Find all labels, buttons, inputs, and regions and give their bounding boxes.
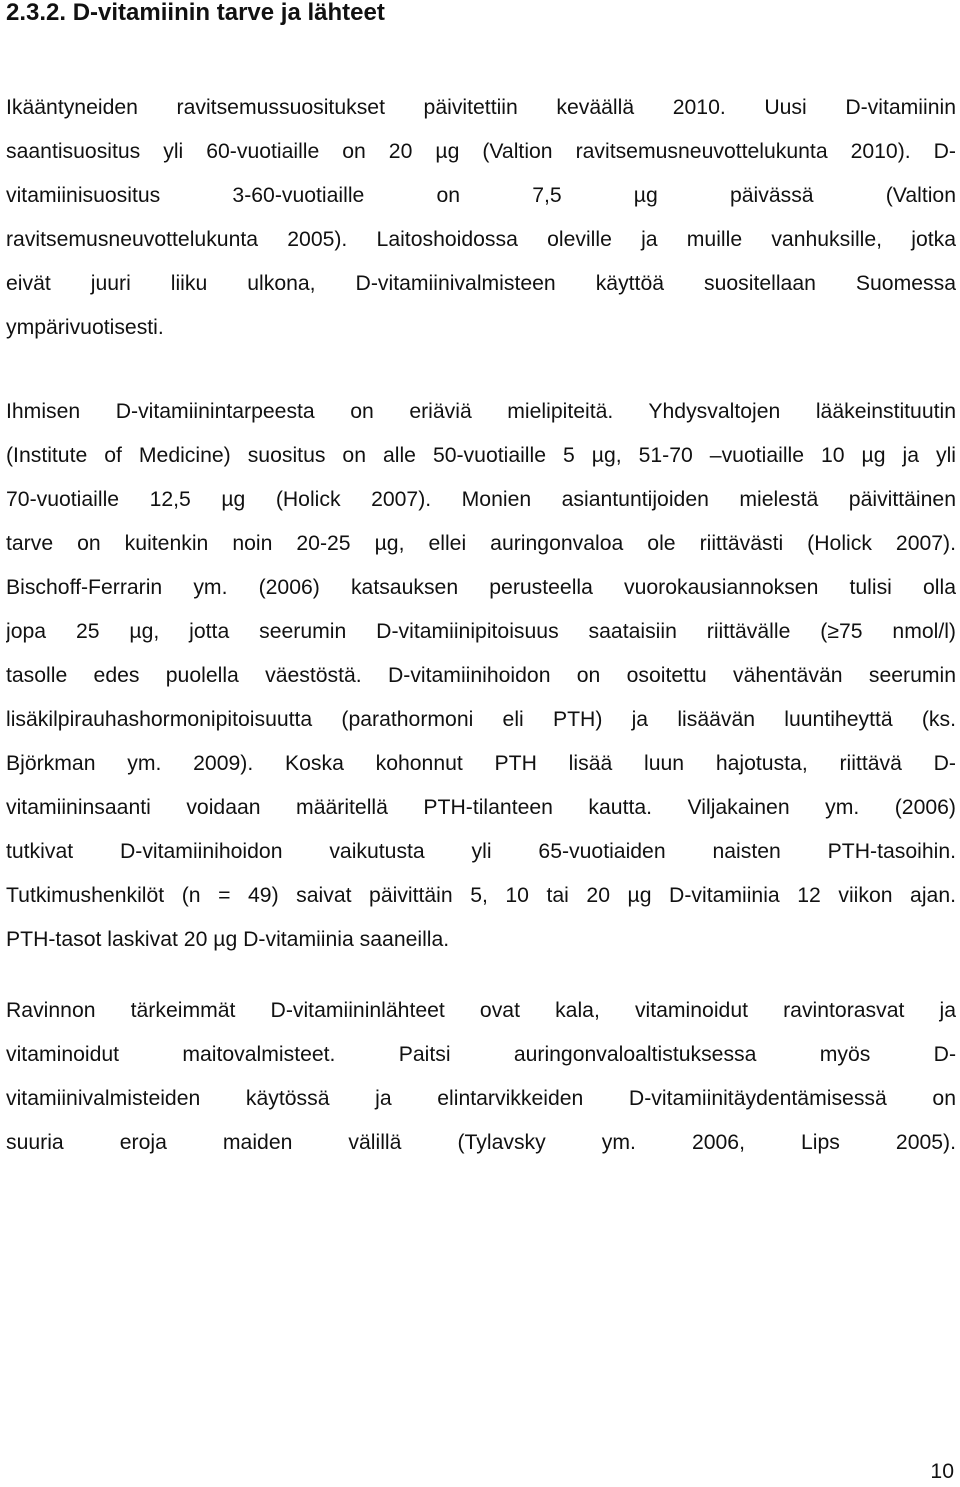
text-line: Ravinnon tärkeimmät D-vitamiininlähteet ovat kala, vitaminoidut ravintorasvat ja xyxy=(6,999,956,1022)
text-line: ympärivuotisesti. xyxy=(6,316,164,339)
text-line: (Institute of Medicine) suositus on alle 50-vuotiaille 5 µg, 51-70 –vuotiaille 10 µg ja yli xyxy=(6,444,956,467)
paragraph-recommendations xyxy=(6,86,956,350)
page-number: 10 xyxy=(930,1460,954,1483)
text-line: tutkivat D-vitamiinihoidon vaikutusta yli 65-vuotiaiden naisten PTH-tasoihin. xyxy=(6,840,956,863)
text-line: tasolle edes puolella väestöstä. D-vitamiinihoidon on osoitettu vähentävän seerumin xyxy=(6,664,956,687)
text-line: Tutkimushenkilöt (n = 49) saivat päivittäin 5, 10 tai 20 µg D-vitamiinia 12 viikon ajan. xyxy=(6,884,956,907)
text-line: Björkman ym. 2009). Koska kohonnut PTH lisää luun hajotusta, riittävä D- xyxy=(6,752,956,775)
text-line: jopa 25 µg, jotta seerumin D-vitamiinipitoisuus saataisiin riittävälle (≥75 nmol/l) xyxy=(6,620,956,643)
text-line: vitamiinisuositus 3-60-vuotiaille on 7,5 µg päivässä (Valtion xyxy=(6,184,956,207)
text-line: vitamiininsaanti voidaan määritellä PTH-tilanteen kautta. Viljakainen ym. (2006) xyxy=(6,796,956,819)
text-line: tarve on kuitenkin noin 20-25 µg, ellei auringonvaloa ole riittävästi (Holick 2007). xyxy=(6,532,956,555)
text-line: vitaminoidut maitovalmisteet. Paitsi auringonvaloaltistuksessa myös D- xyxy=(6,1043,956,1066)
text-line: vitamiinivalmisteiden käytössä ja elintarvikkeiden D-vitamiinitäydentämisessä on xyxy=(6,1087,956,1110)
paragraph-dietary-sources xyxy=(6,989,956,1165)
text-line: 70-vuotiaille 12,5 µg (Holick 2007). Monien asiantuntijoiden mielestä päivittäinen xyxy=(6,488,956,511)
text-line: Ikääntyneiden ravitsemussuositukset päivitettiin keväällä 2010. Uusi D-vitamiinin xyxy=(6,96,956,119)
paragraph-requirement-opinions xyxy=(6,390,956,962)
text-line: PTH-tasot laskivat 20 µg D-vitamiinia saaneilla. xyxy=(6,928,450,951)
text-line: Ihmisen D-vitamiinintarpeesta on eriäviä mielipiteitä. Yhdysvaltojen lääkeinstituutin xyxy=(6,400,956,423)
text-line: Bischoff-Ferrarin ym. (2006) katsauksen perusteella vuorokausiannoksen tulisi olla xyxy=(6,576,956,599)
text-line: eivät juuri liiku ulkona, D-vitamiinivalmisteen käyttöä suositellaan Suomessa xyxy=(6,272,956,295)
text-line: lisäkilpirauhashormonipitoisuutta (parathormoni eli PTH) ja lisäävän luuntiheyttä (ks. xyxy=(6,708,956,731)
text-line: saantisuositus yli 60-vuotiaille on 20 µg (Valtion ravitsemusneuvottelukunta 2010). D- xyxy=(6,140,956,163)
text-line: suuria eroja maiden välillä (Tylavsky ym. 2006, Lips 2005). xyxy=(6,1131,956,1154)
section-heading: 2.3.2. D-vitamiinin tarve ja lähteet xyxy=(6,0,385,26)
text-line: ravitsemusneuvottelukunta 2005). Laitoshoidossa oleville ja muille vanhuksille, jotka xyxy=(6,228,956,251)
